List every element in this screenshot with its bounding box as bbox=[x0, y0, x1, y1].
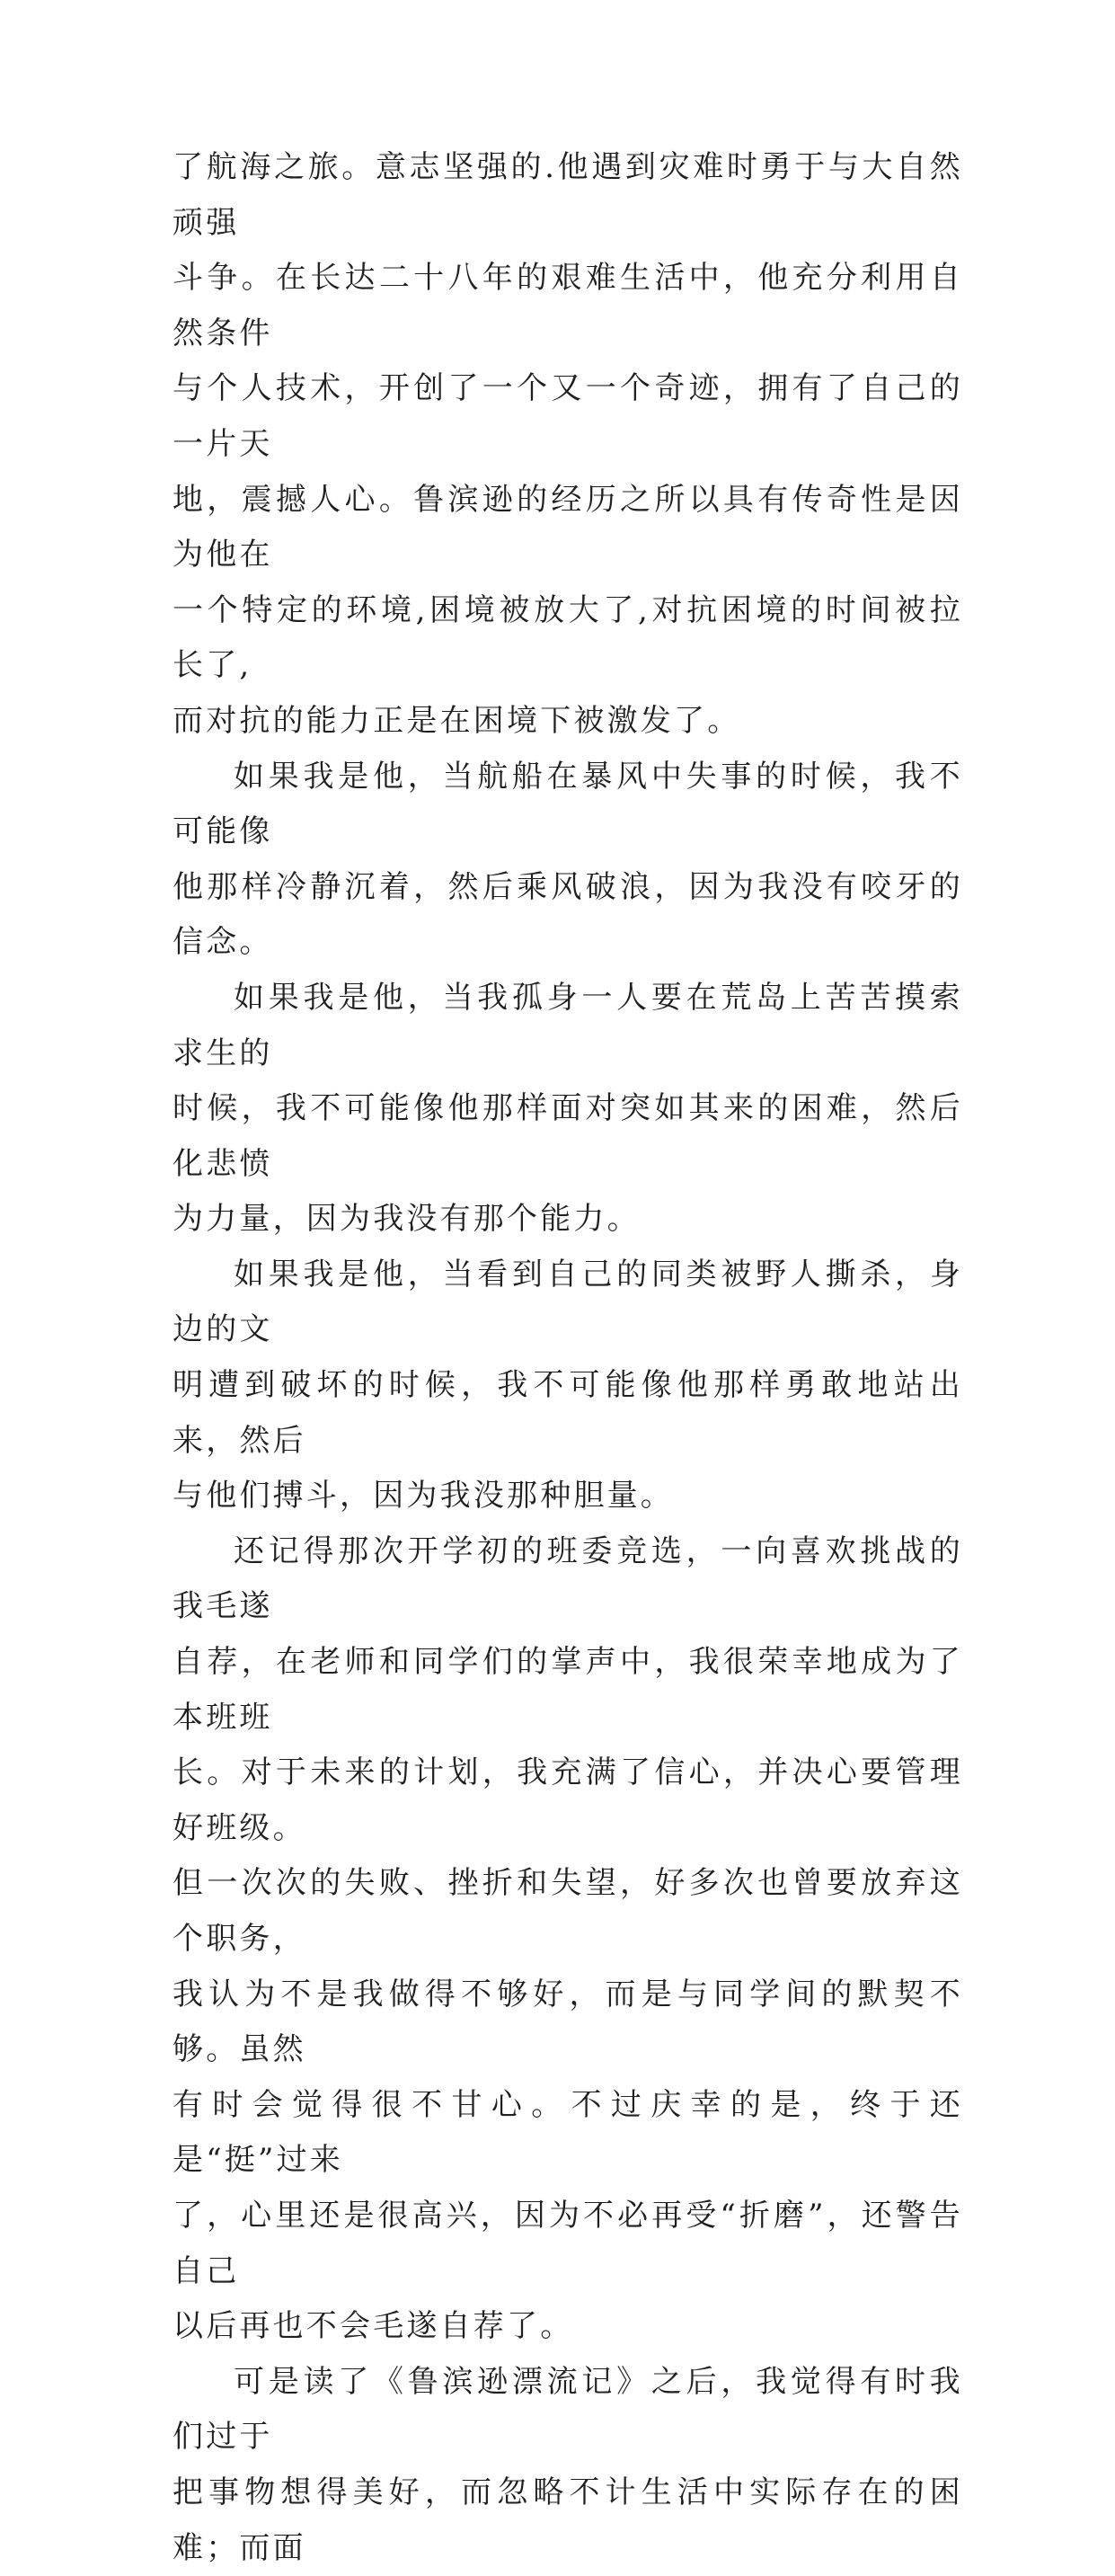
text-line: 把事物想得美好，而忽略不计生活中实际存在的困难；而面 bbox=[173, 2474, 963, 2566]
text-line: 以后再也不会毛遂自荐了。 bbox=[173, 2308, 574, 2345]
text-line: 如果我是他，当我孤身一人要在荒岛上苦苦摸索求生的 bbox=[173, 979, 963, 1071]
text-line: 长。对于未来的计划，我充满了信心，并决心要管理好班级。 bbox=[173, 1754, 963, 1846]
paragraph-3 bbox=[173, 971, 963, 1248]
text-line: 他那样冷静沉着，然后乘风破浪，因为我没有咬牙的信念。 bbox=[173, 868, 963, 961]
text-line: 了，心里还是很高兴，因为不必再受“折磨”，还警告自己 bbox=[173, 2197, 963, 2289]
text-line: 自荐，在老师和同学们的掌声中，我很荣幸地成为了本班班 bbox=[173, 1644, 963, 1736]
text-line: 了航海之旅。意志坚强的.他遇到灾难时勇于与大自然顽强 bbox=[173, 149, 963, 241]
text-line: 如果我是他，当看到自己的同类被野人撕杀，身边的文 bbox=[173, 1256, 963, 1348]
text-line: 可是读了《鲁滨逊漂流记》之后，我觉得有时我们过于 bbox=[173, 2363, 963, 2456]
paragraph-5 bbox=[173, 1524, 963, 2355]
paragraph-6 bbox=[173, 2355, 963, 2576]
text-line: 与个人技术，开创了一个又一个奇迹，拥有了自己的一片天 bbox=[173, 370, 963, 462]
text-line: 一个特定的环境,困境被放大了,对抗困境的时间被拉长了, bbox=[173, 591, 963, 684]
text-line: 地，震撼人心。鲁滨逊的经历之所以具有传奇性是因为他在 bbox=[173, 481, 963, 573]
paragraph-1 bbox=[173, 140, 963, 750]
paragraph-2 bbox=[173, 750, 963, 971]
text-line: 有时会觉得很不甘心。不过庆幸的是，终于还是“挺”过来 bbox=[173, 2086, 963, 2179]
text-line: 明遭到破坏的时候，我不可能像他那样勇敢地站出来，然后 bbox=[173, 1367, 963, 1459]
text-line: 还记得那次开学初的班委竞选，一向喜欢挑战的我毛遂 bbox=[173, 1532, 963, 1625]
text-line: 如果我是他，当航船在暴风中失事的时候，我不可能像 bbox=[173, 758, 963, 850]
paragraph-4 bbox=[173, 1248, 963, 1524]
text-line: 为力量，因为我没有那个能力。 bbox=[173, 1201, 641, 1238]
text-line: 斗争。在长达二十八年的艰难生活中，他充分利用自然条件 bbox=[173, 260, 963, 351]
document-body bbox=[173, 140, 963, 2576]
text-line: 时候，我不可能像他那样面对突如其来的困难，然后化悲愤 bbox=[173, 1090, 963, 1182]
text-line: 与他们搏斗，因为我没那种胆量。 bbox=[173, 1478, 674, 1515]
text-line: 我认为不是我做得不够好，而是与同学间的默契不够。虽然 bbox=[173, 1976, 963, 2068]
text-line: 而对抗的能力正是在困境下被激发了。 bbox=[173, 702, 741, 739]
text-line: 但一次次的失败、挫折和失望，好多次也曾要放弃这个职务， bbox=[173, 1865, 963, 1957]
